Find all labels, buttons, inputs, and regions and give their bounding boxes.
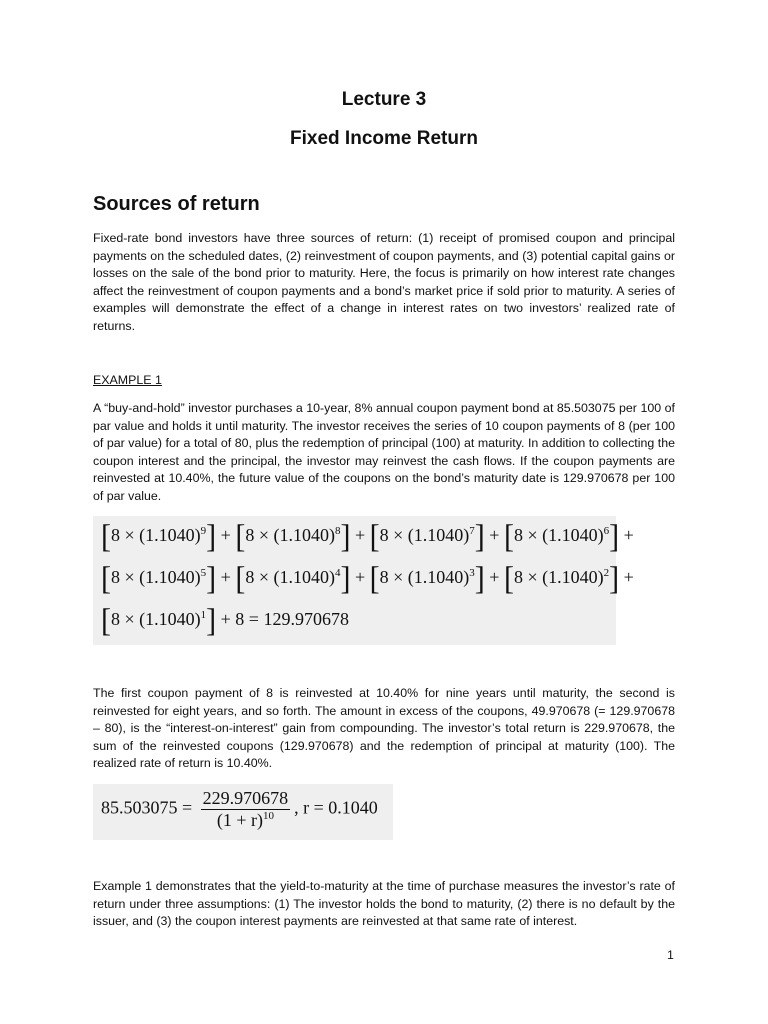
plus-sign: + xyxy=(350,525,370,545)
plus-sign: + xyxy=(619,567,634,587)
equation-term xyxy=(101,602,217,639)
rate-value: (1.1040) xyxy=(139,567,201,587)
coupon-value: 8 × xyxy=(245,525,274,545)
exponent: 4 xyxy=(334,567,341,579)
open-bracket: [ xyxy=(101,560,111,597)
equation-term xyxy=(101,560,217,597)
open-bracket: [ xyxy=(503,560,514,597)
close-bracket: ] xyxy=(340,560,351,597)
coupon-value: 8 × xyxy=(379,525,408,545)
equation-term xyxy=(235,560,351,597)
denominator-exponent: 10 xyxy=(262,810,274,822)
plus-sign: + xyxy=(619,525,634,545)
coupon-value: 8 × xyxy=(111,609,140,629)
coupon-value: 8 × xyxy=(513,567,543,587)
equation-term xyxy=(369,560,485,597)
page-number: 1 xyxy=(667,948,674,962)
open-bracket: [ xyxy=(235,560,246,597)
intro-paragraph: Fixed-rate bond investors have three sources of return: (1) receipt of promised coupon and principal payments on the scheduled dates, (2) reinvestment of coupon payments, and (3) potential capital gains or losses on the sale of the bond prior to maturity. Here, the focus is primarily on how interest rate changes affect the reinvestment of coupon payments and a bond’s market price if sold prior to maturity. A series of examples will demonstrate the effect of a change in interest rates on two investors’ realized rate of returns. xyxy=(93,231,675,333)
coupon-value: 8 × xyxy=(245,567,274,587)
exponent: 7 xyxy=(469,525,475,537)
equation-term xyxy=(101,518,217,555)
close-bracket: ] xyxy=(206,560,217,597)
open-bracket: [ xyxy=(503,518,514,555)
plus-sign: + xyxy=(484,525,504,545)
coupon-value: 8 × xyxy=(379,567,408,587)
example-paragraph: A “buy-and-hold” investor purchases a 10-year, 8% annual coupon payment bond at 85.503075 per 100 of par value and holds it until maturity. The investor receives the series of 10 coupon payments of 8 (per 100 of par value) for a total of 80, plus the redemption of principal (100) at maturity. In addition to collecting the coupon interest and the principal, the investor may reinvest the cash flows. If the coupon payments are reinvested at 10.40%, the future value of the coupons on the bond’s maturity date is 129.970678 per 100 of par value. xyxy=(93,401,675,503)
close-bracket: ] xyxy=(340,518,351,555)
equation-line-3 xyxy=(101,602,349,639)
coupon-value: 8 × xyxy=(111,567,140,587)
equation-content xyxy=(101,788,378,831)
lecture-title: Lecture 3 xyxy=(341,89,427,110)
plus-sign: + xyxy=(216,567,236,587)
rate-value: (1.1040) xyxy=(407,525,470,545)
equation-term xyxy=(369,518,485,555)
plus-sign: + xyxy=(216,525,236,545)
rate-value: (1.1040) xyxy=(273,567,335,587)
section-heading: Sources of return xyxy=(93,193,260,215)
rate-value: (1.1040) xyxy=(542,567,604,587)
rate-value: (1.1040) xyxy=(139,525,201,545)
example-label: EXAMPLE 1 xyxy=(93,373,162,387)
equation-line-2 xyxy=(101,560,634,597)
explanation-paragraph: The first coupon payment of 8 is reinvested at 10.40% for nine years until maturity, the second is reinvested for eight years, and so forth. The amount in excess of the coupons, 49.970678 (= 129.970678 – 80), is the “interest-on-interest” gain from compounding. The investor’s total return is 229.970678, the sum of the reinvested coupons (129.970678) and the redemption of principal at maturity (100). The realized rate of return is 10.40%. xyxy=(93,686,675,771)
realized-return-equation xyxy=(93,784,393,840)
exponent: 3 xyxy=(469,567,475,579)
open-bracket: [ xyxy=(369,560,380,597)
exponent: 8 xyxy=(334,525,341,537)
equation-tail: + 8 = 129.970678 xyxy=(216,609,349,629)
close-bracket: ] xyxy=(474,560,485,597)
fraction-denominator xyxy=(201,810,291,831)
open-bracket: [ xyxy=(101,518,111,555)
exponent: 5 xyxy=(200,567,207,579)
rate-value: (1.1040) xyxy=(542,525,604,545)
plus-sign: + xyxy=(350,567,370,587)
plus-sign: + xyxy=(484,567,504,587)
equation-term xyxy=(503,518,620,555)
future-value-equation xyxy=(93,516,634,645)
rate-value: (1.1040) xyxy=(273,525,335,545)
equation-line-1 xyxy=(101,518,634,555)
open-bracket: [ xyxy=(101,602,111,639)
rate-value: (1.1040) xyxy=(139,609,201,629)
equation-term xyxy=(235,518,351,555)
lecture-subtitle: Fixed Income Return xyxy=(290,128,478,149)
denominator-base: (1 + r) xyxy=(216,810,263,830)
fraction-numerator: 229.970678 xyxy=(202,788,289,808)
exponent: 2 xyxy=(603,567,610,579)
close-bracket: ] xyxy=(474,518,485,555)
equation-term xyxy=(503,560,620,597)
fraction xyxy=(201,788,291,831)
coupon-value: 8 × xyxy=(513,525,543,545)
exponent: 1 xyxy=(200,609,207,621)
exponent: 6 xyxy=(603,525,610,537)
open-bracket: [ xyxy=(235,518,246,555)
close-bracket: ] xyxy=(206,518,217,555)
rate-value: (1.1040) xyxy=(407,567,470,587)
open-bracket: [ xyxy=(369,518,380,555)
conclusion-paragraph: Example 1 demonstrates that the yield-to-maturity at the time of purchase measures the investor’s rate of return under three assumptions: (1) The investor holds the bond to maturity, (2) there is no default by the issuer, and (3) the coupon interest payments are reinvested at that same rate of interest. xyxy=(93,879,675,929)
close-bracket: ] xyxy=(609,518,620,555)
close-bracket: ] xyxy=(206,602,217,639)
result-term: , r = 0.1040 xyxy=(294,797,378,818)
price-term: 85.503075 = xyxy=(101,797,193,818)
exponent: 9 xyxy=(200,525,207,537)
close-bracket: ] xyxy=(609,560,620,597)
coupon-value: 8 × xyxy=(111,525,140,545)
